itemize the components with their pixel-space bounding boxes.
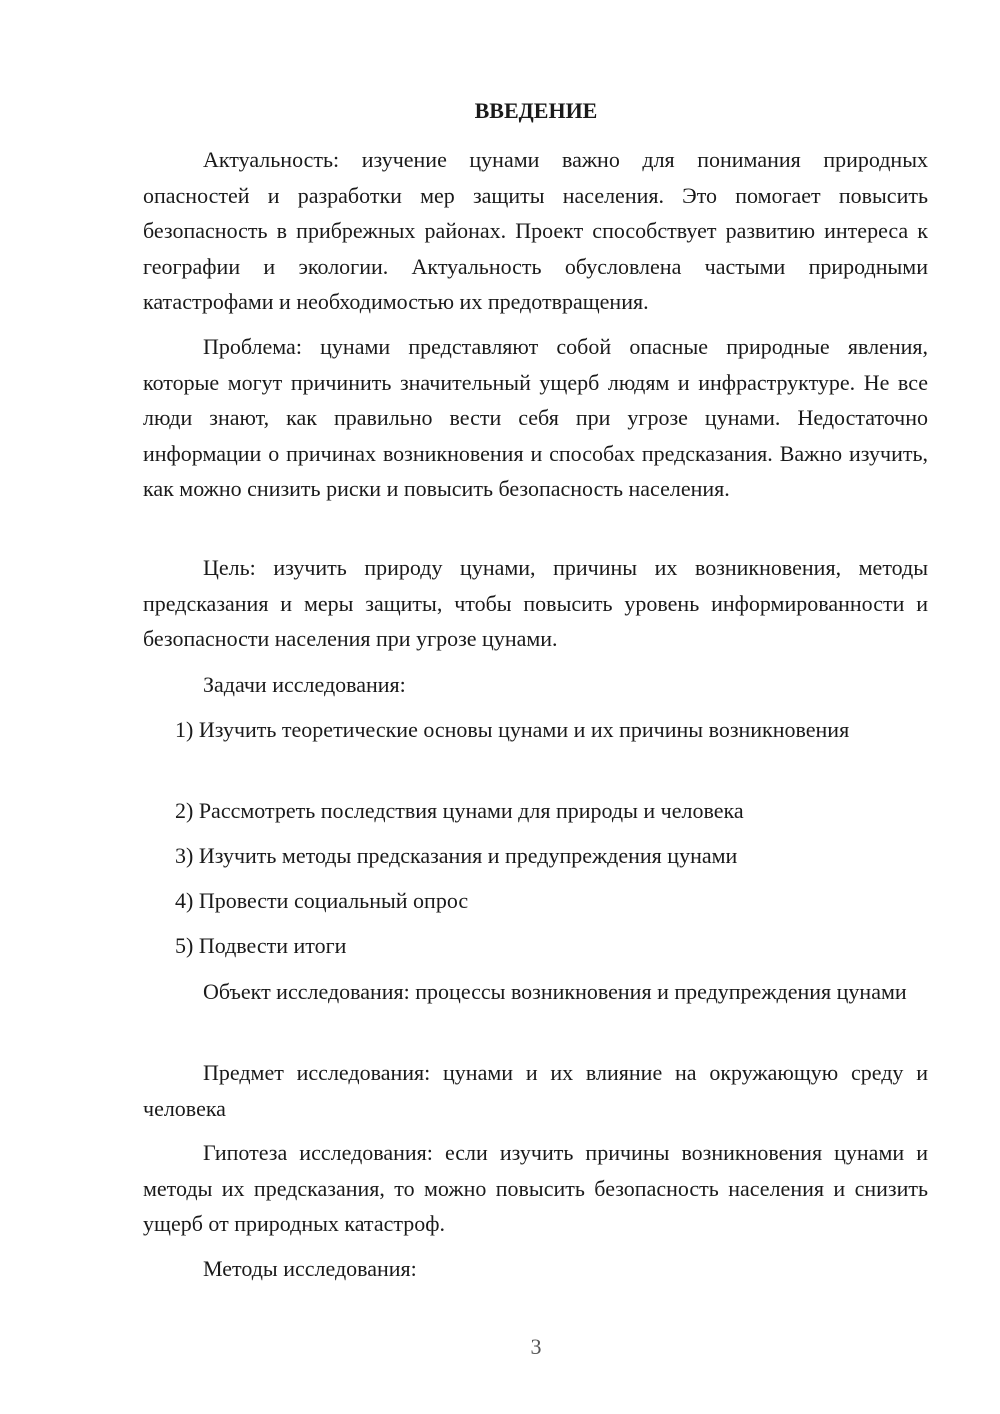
task-item: 1) Изучить теоретические основы цунами и их причины возникновения [175, 717, 850, 742]
page-title: ВВЕДЕНИЕ [474, 98, 598, 123]
paragraph-object: Объект исследования: процессы возникновения и предупреждения цунами [203, 979, 907, 1004]
page-number: 3 [530, 1334, 542, 1359]
tasks-heading: Задачи исследования: [203, 672, 406, 697]
task-item: 2) Рассмотреть последствия цунами для природы и человека [175, 798, 744, 823]
task-item: 4) Провести социальный опрос [175, 888, 469, 913]
task-item: 5) Подвести итоги [175, 933, 347, 958]
methods-heading: Методы исследования: [203, 1256, 417, 1281]
paragraph-subject: Предмет исследования: цунами и их влияние на окружающую среду и человека [143, 1060, 928, 1121]
task-item: 3) Изучить методы предсказания и предупреждения цунами [175, 843, 738, 868]
paragraph-relevance: Актуальность: изучение цунами важно для понимания природных опасностей и разработки мер защиты населения. Это помогает повысить безопасность в прибрежных районах. Проект способствует развитию интереса к географии и экологии. Актуальность обусловлена частыми природными катастрофами и необходимостью их предотвращения. [143, 147, 928, 315]
paragraph-problem: Проблема: цунами представляют собой опасные природные явления, которые могут причинить значительный ущерб людям и инфраструктуре. Не все люди знают, как правильно вести себя при угрозе цунами. Недостаточно информации о причинах возникновения и способах предсказания. Важно изучить, как можно снизить риски и повысить безопасность населения. [143, 334, 928, 502]
paragraph-goal: Цель: изучить природу цунами, причины их возникновения, методы предсказания и меры защиты, чтобы повысить уровень информированности и безопасности населения при угрозе цунами. [143, 555, 928, 652]
paragraph-hypothesis: Гипотеза исследования: если изучить причины возникновения цунами и методы их предсказания, то можно повысить безопасность населения и снизить ущерб от природных катастроф. [143, 1140, 928, 1237]
